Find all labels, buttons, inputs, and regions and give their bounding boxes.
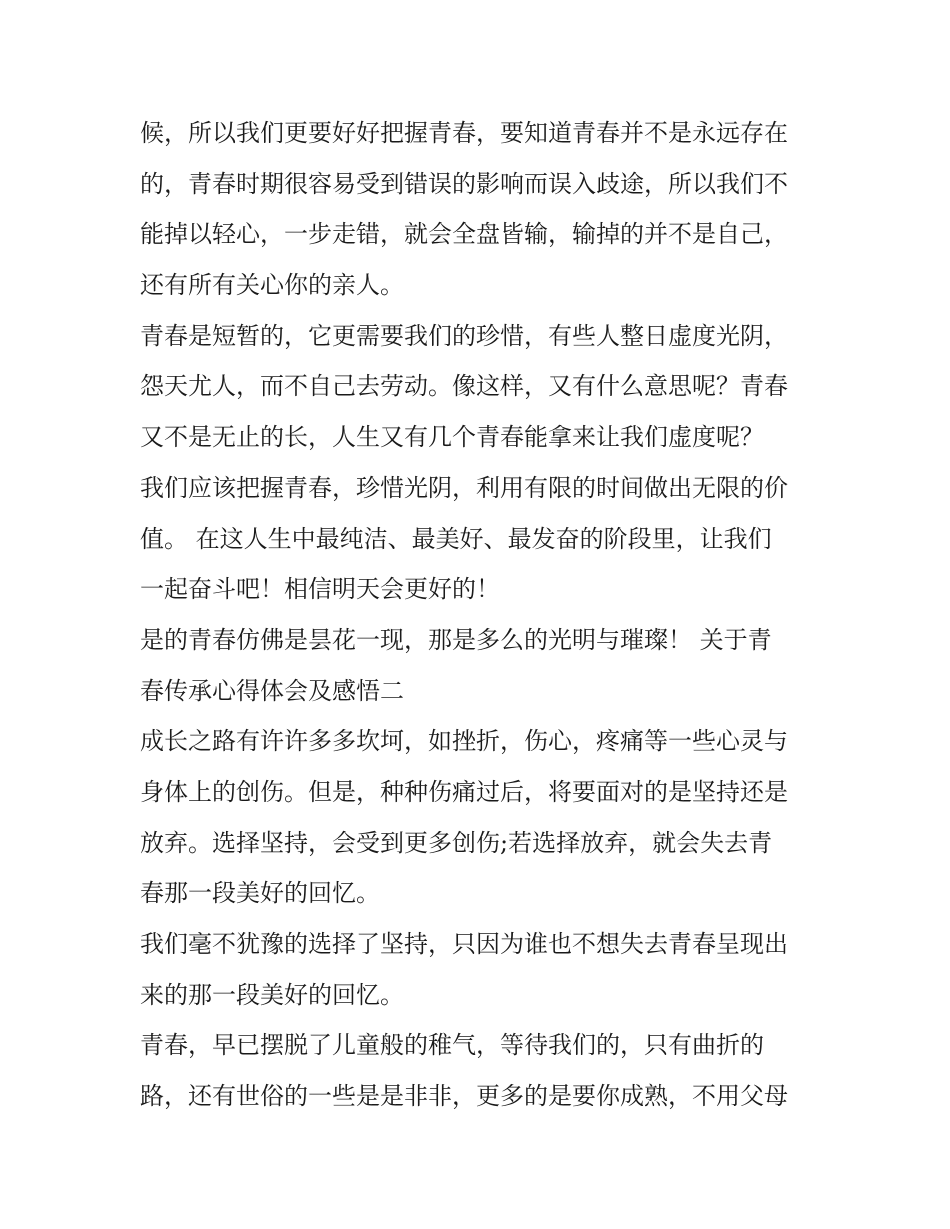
- text-line: 来的那一段美好的回忆。: [140, 980, 404, 1009]
- text-line: 候，所以我们更要好好把握青春，要知道青春并不是永远存在: [140, 119, 788, 147]
- text-line: 能掉以轻心，一步走错，就会全盘皆输，输掉的并不是自己，: [140, 220, 788, 249]
- text-line: 青春是短暂的，它更需要我们的珍惜，有些人整日虚度光阴，: [140, 321, 788, 350]
- text-line: 放弃。选择坚持，会受到更多创伤;若选择放弃，就会失去青: [140, 828, 773, 857]
- text-line: 青春，早已摆脱了儿童般的稚气，等待我们的，只有曲折的: [140, 1031, 764, 1060]
- text-line: 路，还有世俗的一些是是非非，更多的是要你成熟，不用父母: [140, 1082, 788, 1111]
- text-line: 怨天尤人，而不自己去劳动。像这样，又有什么意思呢？青春: [140, 372, 788, 401]
- text-line: 又不是无止的长，人生又有几个青春能拿来让我们虚度呢？: [140, 423, 764, 452]
- text-line: 春那一段美好的回忆。: [140, 879, 380, 908]
- text-line: 我们毫不犹豫的选择了坚持，只因为谁也不想失去青春呈现出: [140, 930, 788, 958]
- text-line: 一起奋斗吧！相信明天会更好的！: [140, 575, 500, 604]
- text-line: 还有所有关心你的亲人。: [140, 271, 404, 300]
- text-line: 身体上的创伤。但是，种种伤痛过后，将要面对的是坚持还是: [140, 777, 788, 806]
- text-line: 是的青春仿佛是昙花一现，那是多么的光明与璀璨！ 关于青: [140, 625, 772, 654]
- text-line: 春传承心得体会及感悟二: [140, 676, 404, 705]
- text-line: 的，青春时期很容易受到错误的影响而误入歧途，所以我们不: [140, 169, 788, 198]
- text-line: 值。 在这人生中最纯洁、最美好、最发奋的阶段里，让我们: [140, 524, 772, 553]
- text-line: 成长之路有许许多多坎坷，如挫折，伤心，疼痛等一些心灵与: [140, 727, 788, 756]
- document-body: [140, 108, 830, 1122]
- text-line: 我们应该把握青春，珍惜光阴，利用有限的时间做出无限的价: [140, 473, 788, 502]
